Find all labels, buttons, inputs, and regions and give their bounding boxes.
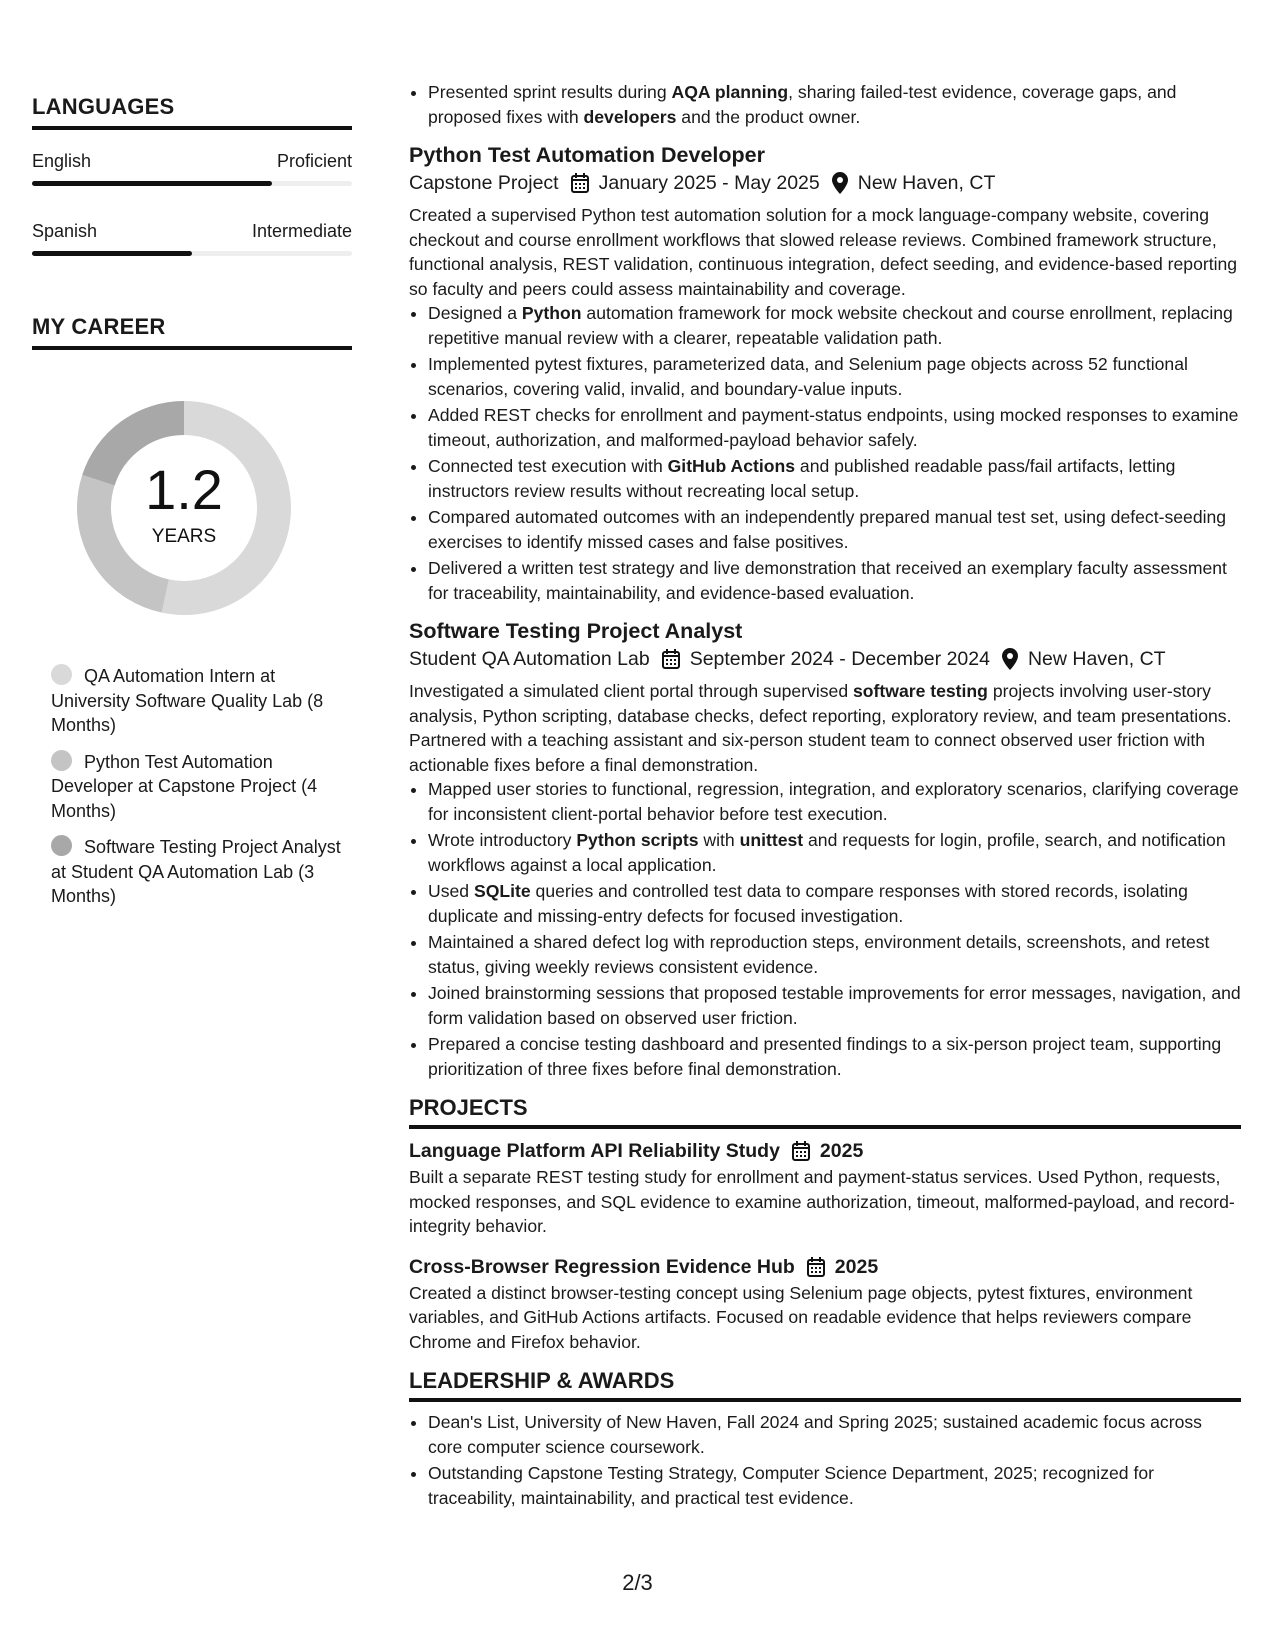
job-title: Software Testing Project Analyst [409,619,743,643]
summary-text: projects involving user-story analysis, Python scripting, database checks, defect reporting, exploratory review, and team presentations. Partnered with a teaching assistant and six-person student team to connect observed user friction with actionable fixes before a final demonstration. [409,681,1232,775]
project-year: 2025 [819,1140,864,1162]
legend-dot [51,835,72,856]
bullet-item: • Maintained a shared defect log with reproduction steps, environment details, screenshots, and retest status, giving weekly reviews consistent evidence. [428,930,1241,979]
job-bullets [409,777,1241,1081]
language-item [32,150,352,186]
summary-bold: software testing [853,681,988,701]
bullet-text: Used [428,881,474,901]
map-pin-icon [1002,648,1018,670]
bullet-item: • Delivered a written test strategy and live demonstration that received an exemplary faculty assessment for traceability, maintainability, and evidence-based evaluation. [428,556,1241,605]
language-proficiency-bar [32,181,352,186]
bullet-item: • Outstanding Capstone Testing Strategy, Computer Science Department, 2025; recognized for traceability, maintainability, and practical test evidence. [428,1461,1241,1510]
job-meta [409,645,1241,673]
project-entry [409,1253,1241,1355]
experience-entry [409,617,1241,1081]
bullet-item: • Compared automated outcomes with an independently prepared manual test set, using defect-seeding exercises to identify missed cases and false positives. [428,505,1241,554]
sidebar [32,94,352,921]
job-location: New Haven, CT [1027,648,1166,670]
calendar-icon [792,1141,810,1161]
job-title: Python Test Automation Developer [409,143,765,167]
bullet-text: and the product owner. [676,106,861,127]
main-column [409,80,1241,1512]
bullet-text: with [698,830,740,850]
bullet-bold: SQLite [473,881,531,901]
summary-text: Investigated a simulated client portal through supervised [409,681,854,701]
language-level: Intermediate [251,221,352,241]
leadership-heading: LEADERSHIP & AWARDS [409,1368,1241,1402]
project-description: Created a distinct browser-testing concept using Selenium page objects, pytest fixtures, environment variables, and GitHub Actions artifacts. Focused on readable evidence that helps reviewers compare Chrome and Firefox behavior. [409,1282,1193,1352]
bullet-item: • Added REST checks for enrollment and payment-status endpoints, using mocked responses to examine timeout, authorization, and malformed-payload behavior safely. [428,403,1241,452]
job-location: New Haven, CT [857,172,996,194]
page-number: 2/3 [622,1570,653,1595]
job-dates: January 2025 - May 2025 [598,172,820,194]
languages-heading: LANGUAGES [32,94,352,130]
career-years-label: YEARS [151,526,217,547]
bullet-bold: developers [583,106,677,127]
career-donut-chart [64,388,304,628]
bullet-item [428,879,1241,928]
bullet-text: Wrote introductory [428,830,577,850]
calendar-icon [807,1257,825,1277]
career-legend-text: Python Test Automation Developer at Capstone Project (4 Months) [51,751,318,821]
bullet-bold: Python [521,303,582,323]
job-summary [409,679,1241,777]
language-item [32,220,352,256]
bullet-item [428,828,1241,877]
bullet-item: • Implemented pytest fixtures, parameterized data, and Selenium page objects across 52 functional scenarios, covering valid, invalid, and boundary-value inputs. [428,352,1241,401]
leadership-bullets [409,1410,1241,1510]
project-title: Cross-Browser Regression Evidence Hub [409,1255,795,1278]
language-proficiency-fill [32,181,272,186]
bullet-item [428,454,1241,503]
bullet-text: automation framework for mock website checkout and course enrollment, replacing repetitive manual review with a clearer, repeatable validation path. [428,303,1233,348]
bullet-text: queries and controlled test data to compare responses with stored records, isolating duplicate and missing-entry defects for focused investigation. [428,881,1188,926]
career-heading: MY CAREER [32,314,352,350]
project-title-row [409,1137,1241,1165]
bullet-text: Designed a [428,303,522,323]
bullet-bold: unittest [739,830,804,850]
bullet-text: , sharing failed-test evidence, coverage gaps, and proposed fixes with [428,82,1177,127]
job-dates: September 2024 - December 2024 [689,648,990,670]
previous-job-bullets [409,80,1241,129]
company-name: Capstone Project [409,172,559,194]
bullet-item [428,80,1241,129]
projects-heading: PROJECTS [409,1095,1241,1129]
language-proficiency-bar [32,251,352,256]
job-bullets [409,301,1241,605]
career-legend-item [51,664,341,738]
language-proficiency-fill [32,251,192,256]
bullet-text: and requests for login, profile, search, and notification workflows against a local application. [428,830,1226,875]
bullet-text: and published readable pass/fail artifacts, letting instructors review results without recreating local setup. [428,456,1176,501]
career-legend-item [51,750,341,824]
company-name: Student QA Automation Lab [409,648,650,670]
calendar-icon [571,173,589,193]
legend-dot [51,664,72,685]
bullet-bold: GitHub Actions [667,456,796,476]
project-description: Built a separate REST testing study for enrollment and payment-status services. Used Python, requests, mocked responses, and SQL evidence to examine authorization, timeout, malformed-payload, and record-integrity behavior. [409,1167,1235,1236]
job-meta [409,169,1241,197]
legend-dot [51,750,72,771]
bullet-text: Presented sprint results during [428,82,672,102]
career-legend-text: QA Automation Intern at University Software Quality Lab (8 Months) [51,666,324,735]
language-name: English [32,151,92,171]
project-title: Language Platform API Reliability Study [409,1140,780,1162]
project-title-row [409,1253,1241,1281]
bullet-bold: AQA planning [671,82,789,102]
career-legend-text: Software Testing Project Analyst at Student QA Automation Lab (3 Months) [51,837,341,906]
bullet-bold: Python scripts [576,830,699,850]
career-legend [51,664,341,909]
language-level: Proficient [276,151,352,171]
bullet-item: • Mapped user stories to functional, regression, integration, and exploratory scenarios, clarifying coverage for inconsistent client-portal behavior before test execution. [428,777,1241,826]
bullet-item: • Dean's List, University of New Haven, Fall 2024 and Spring 2025; sustained academic focus across core computer science coursework. [428,1410,1241,1459]
project-entry [409,1137,1241,1239]
project-year: 2025 [834,1255,879,1278]
career-legend-item [51,835,341,909]
calendar-icon [662,649,680,669]
bullet-item: • Joined brainstorming sessions that proposed testable improvements for error messages, navigation, and form validation based on observed user friction. [428,981,1241,1030]
language-name: Spanish [32,221,98,241]
career-total-years: 1.2 [145,458,223,521]
bullet-text: Connected test execution with [428,456,668,476]
bullet-item: • Prepared a concise testing dashboard and presented findings to a six-person project team, supporting prioritization of three fixes before final demonstration. [428,1032,1241,1081]
experience-entry [409,141,1241,605]
map-pin-icon [832,172,848,194]
bullet-item [428,301,1241,350]
job-summary: Created a supervised Python test automation solution for a mock language-company website, covering checkout and course enrollment workflows that slowed release reviews. Combined framework structure, functional analysis, REST validation, continuous integration, defect seeding, and evidence-based reporting so faculty and peers could assess maintainability and coverage. [409,205,1238,299]
